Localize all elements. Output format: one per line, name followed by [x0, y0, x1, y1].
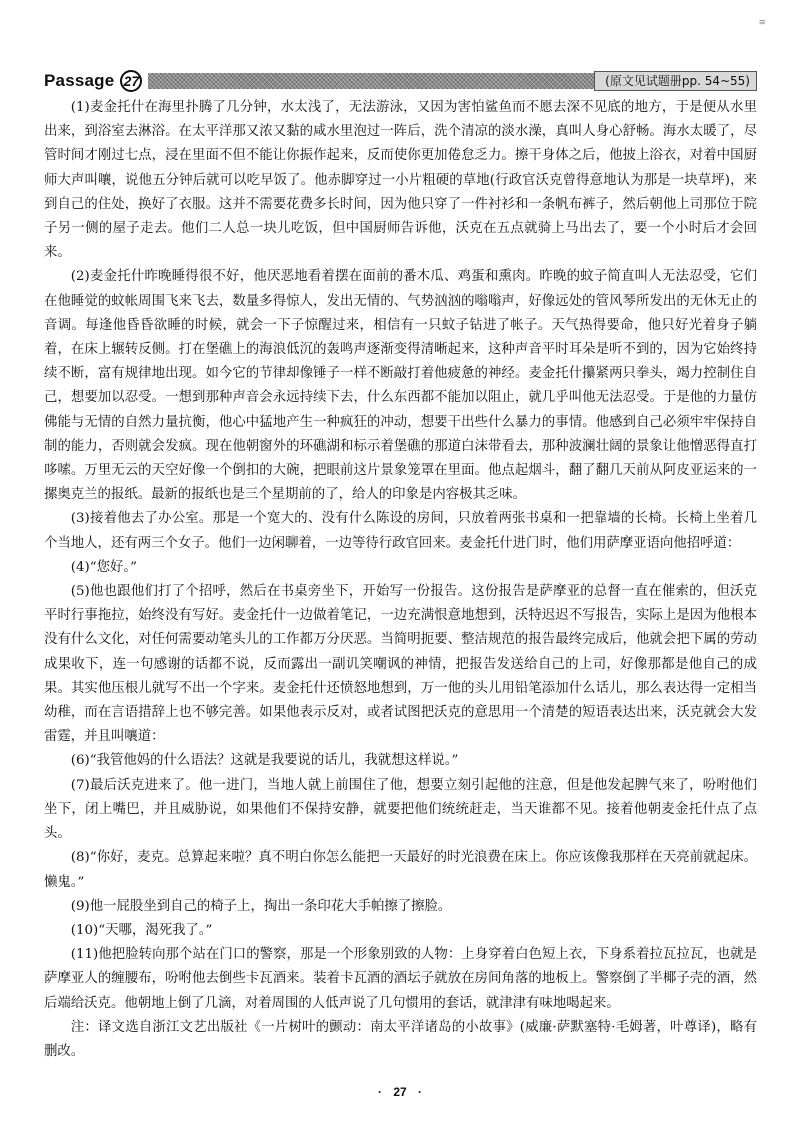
footer-dot-left: · [377, 1085, 382, 1099]
passage-header [44, 70, 757, 92]
page-footer [0, 1085, 800, 1099]
paragraph-6: (6)“我管他妈的什么语法？这就是我要说的话儿，我就想这样说。” [70, 753, 459, 769]
paragraph-5: (5)他也跟他们打了个招呼，然后在书桌旁坐下，开始写一份报告。这份报告是萨摩亚的总督一直在催索的，但沃克平时行事拖拉，始终没有写好。麦金托什一边做着笔记，一边充满恨意地想到，沃特迟迟不写报告，实际上是因为他根本没有什么文化，对任何需要动笔头儿的工作都万分厌恶。当简明扼要、整洁规范的报告最终完成后，他就会把下属的劳动成果收下，连一句感谢的话都不说，反而露出一副讥笑嘲讽的神情，把报告发送给自己的上司，好像那都是他自己的成果。其实他压根儿就写不出一个字来。麦金托什还愤怒地想到，万一他的头儿用铅笔添加什么话儿，那么表达得一定相当幼稚，而在言语措辞上也不够完善。如果他表示反对，或者试图把沃克的意思用一个清楚的短语表达出来，沃克就会大发雷霆，并且叫嚷道： [44, 584, 757, 745]
header-decorative-band [148, 73, 757, 89]
page-number: 27 [393, 1085, 407, 1099]
paragraph-3: (3)接着他去了办公室。那是一个宽大的、没有什么陈设的房间，只放着两张书桌和一把靠墙的长椅。长椅上坐着几个当地人，还有两三个女子。他们一边闲聊着，一边等待行政官回来。麦金托什进门时，他们用萨摩亚语向他招呼道： [44, 511, 757, 551]
translation-note: 注：译文选自浙江文艺出版社《一片树叶的颤动：南太平洋诸岛的小故事》(威廉·萨默塞特·毛姆著，叶尊译)，略有删改。 [44, 1019, 757, 1059]
paragraph-2: (2)麦金托什昨晚睡得很不好，他厌恶地看着摆在面前的番木瓜、鸡蛋和熏肉。昨晚的蚊子简直叫人无法忍受，它们在他睡觉的蚊帐周围飞来飞去，数量多得惊人，发出无情的、气势汹汹的嗡嗡声，好像远处的管风琴所发出的无休无止的音调。每逢他昏昏欲睡的时候，就会一下子惊醒过来，相信有一只蚊子钻进了帐子。天气热得要命，他只好光着身子躺着，在床上辗转反侧。打在堡礁上的海浪低沉的轰鸣声逐渐变得清晰起来，这种声音平时耳朵是听不到的，因为它始终持续不断，富有规律地出现。如今它的节律却像锤子一样不断敲打着他疲惫的神经。麦金托什攥紧两只拳头，竭力控制住自己，想要加以忍受。一想到那种声音会永远持续下去，什么东西都不能加以阻止，就几乎叫他无法忍受。于是他的力量仿佛能与无情的自然力量抗衡，他心中猛地产生一种疯狂的冲动，想要干出些什么暴力的事情。他感到自己必须牢牢保持自制的能力，否则就会发疯。现在他朝窗外的环礁湖和标示着堡礁的那道白沫带看去，那种波澜壮阔的景象让他憎恶得直打哆嗦。万里无云的天空好像一个倒扣的大碗，把眼前这片景象笼罩在里面。他点起烟斗，翻了翻几天前从阿皮亚运来的一摞奥克兰的报纸。最新的报纸也是三个星期前的了，给人的印象是内容极其乏味。 [44, 269, 757, 503]
paragraph-7: (7)最后沃克进来了。他一进门，当地人就上前围住了他，想要立刻引起他的注意，但是他发起脾气来了，吩咐他们坐下，闭上嘴巴，并且威胁说，如果他们不保持安静，就要把他们统统赶走，当天谁都不见。接着他朝麦金托什点了点头。 [44, 777, 757, 842]
paragraph-10: (10)“天哪，渴死我了。” [70, 922, 213, 938]
paragraph-11: (11)他把脸转向那个站在门口的警察，那是一个形象别致的人物：上身穿着白色短上衣，下身系着拉瓦拉瓦，也就是萨摩亚人的缠腰布，吩咐他去倒些卡瓦酒来。装着卡瓦酒的酒坛子就放在房间角落的地板上。警察倒了半椰子壳的酒，然后端给沃克。他朝地上倒了几滴，对着周围的人低声说了几句惯用的套话，就津津有味地喝起来。 [44, 947, 757, 1011]
paragraph-4: (4)“您好。” [70, 559, 137, 575]
paragraph-8: (8)“你好，麦克。总算起来啦？真不明白你怎么能把一天最好的时光浪费在床上。你应该像我那样在天亮前就起床。懒鬼。” [44, 850, 757, 890]
passage-body [44, 96, 757, 1064]
paragraph-9: (9)他一屁股坐到自己的椅子上，掏出一条印花大手帕擦了擦脸。 [70, 898, 452, 914]
corner-mark: ≡ [758, 18, 766, 28]
source-reference: (原文见试题册pp. 54~55) [594, 71, 757, 91]
passage-number-badge: 27 [120, 70, 142, 92]
paragraph-1: (1)麦金托什在海里扑腾了几分钟，水太浅了，无法游泳，又因为害怕鲨鱼而不愿去深不见底的地方，于是便从水里出来，到浴室去淋浴。在太平洋那又浓又黏的咸水里泡过一阵后，洗个清凉的淡水澡，真叫人身心舒畅。海水太暖了，尽管时间才刚过七点，浸在里面不但不能让你振作起来，反而使你更加倦怠乏力。擦干身体之后，他披上浴衣，对着中国厨师大声叫嚷，说他五分钟后就可以吃早饭了。他赤脚穿过一小片粗硬的草地(行政官沃克曾得意地认为那是一块草坪)，来到自己的住处，换好了衣服。这并不需要花费多长时间，因为他只穿了一件衬衫和一条帆布裤子，然后朝他上司那位于院子另一侧的屋子走去。他们二人总一块儿吃饭，但中国厨师告诉他，沃克在五点就骑上马出去了，要一个小时后才会回来。 [44, 100, 757, 261]
passage-label: Passage [44, 71, 115, 90]
footer-dot-right: · [418, 1085, 423, 1099]
